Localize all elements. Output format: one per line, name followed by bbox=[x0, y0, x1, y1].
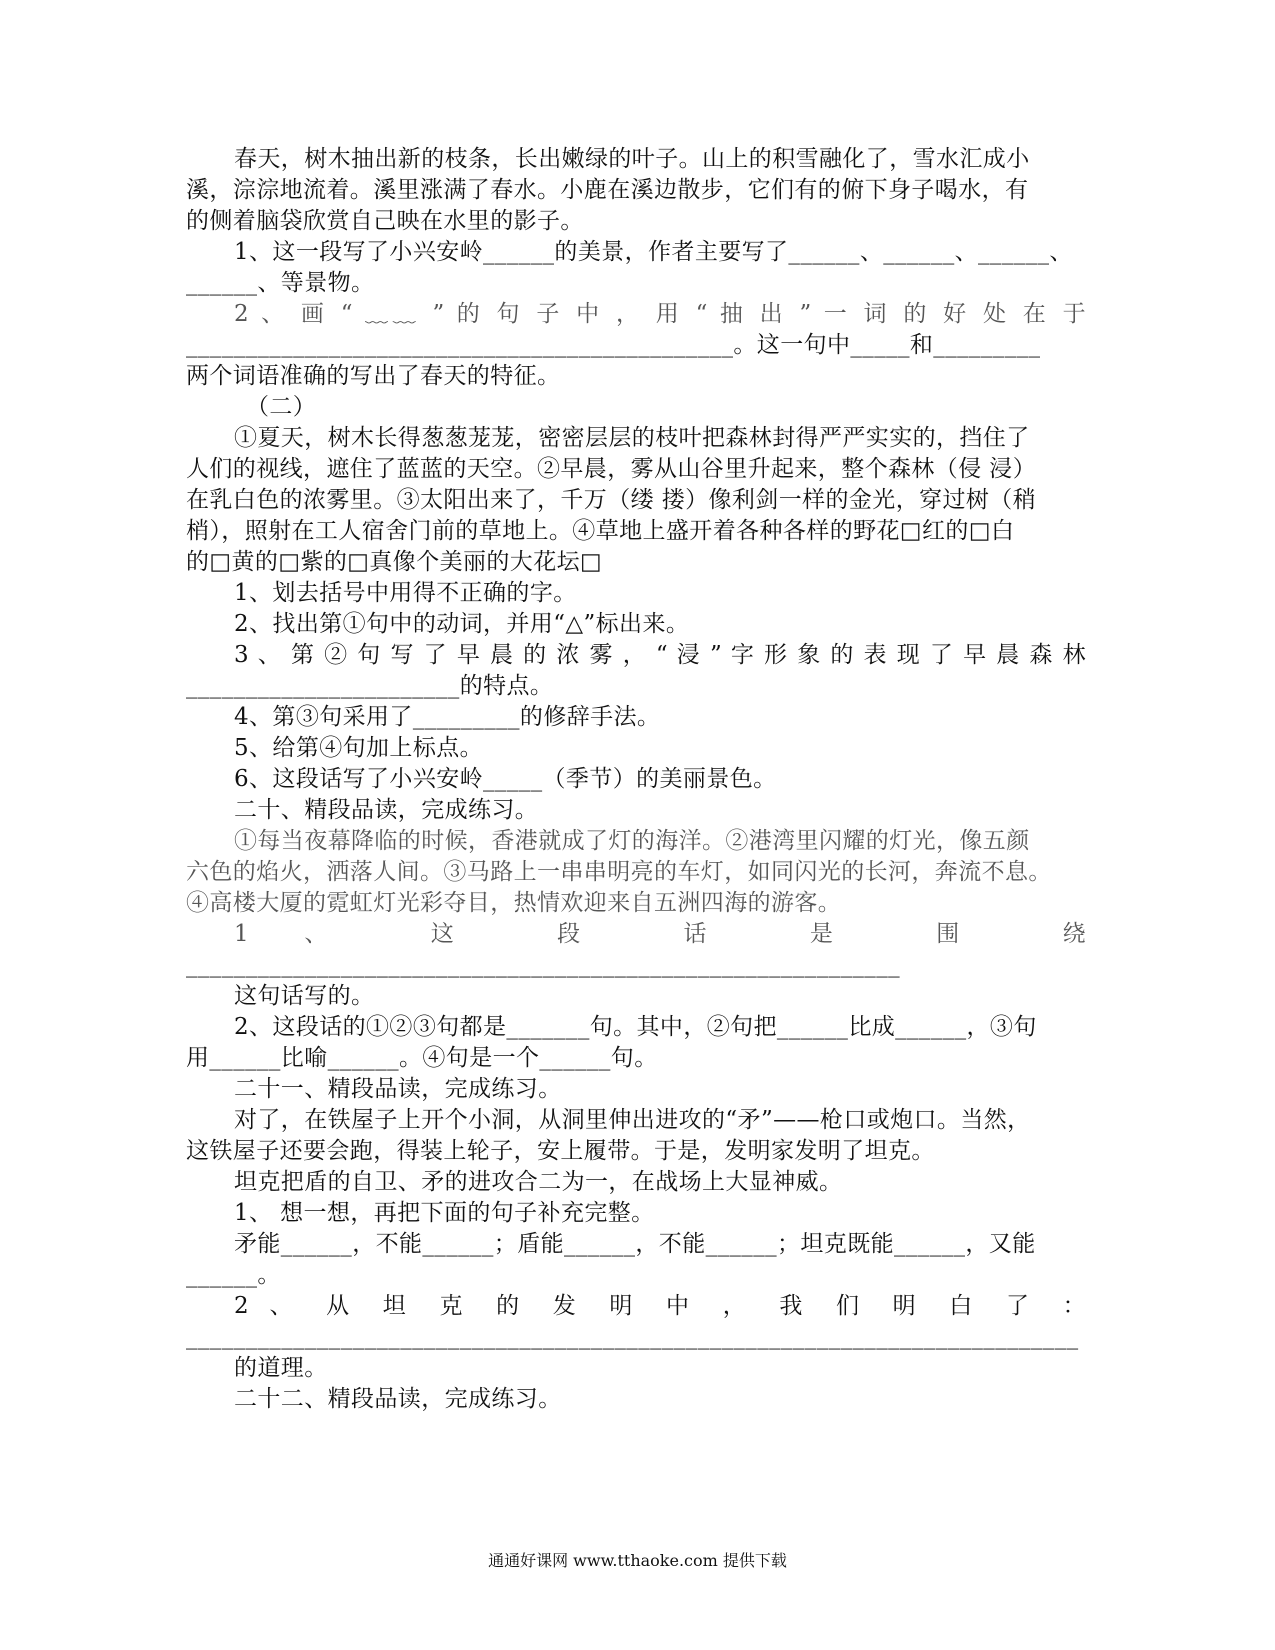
text-line: 对了，在铁屋子上开个小洞，从洞里伸出进攻的“矛”——枪口或炮口。当然， bbox=[234, 1107, 1031, 1133]
text-line: 六色的焰火，洒落人间。③马路上一串串明亮的车灯，如同闪光的长河，奔流不息。 bbox=[186, 859, 1052, 885]
question-line: 6、这段话写了小兴安岭_____（季节）的美丽景色。 bbox=[234, 766, 777, 792]
question-line: 1 、 这 段 话 是 围 绕 bbox=[234, 921, 1086, 947]
text-line: 这铁屋子还要会跑，得装上轮子，安上履带。于是，发明家发明了坦克。 bbox=[186, 1138, 935, 1164]
question-line: 矛能______，不能______；盾能______，不能______；坦克既能______，又能 bbox=[234, 1231, 1036, 1257]
question-line: 2 、 从 坦 克 的 发 明 中 ， 我 们 明 白 了 ： bbox=[234, 1293, 1086, 1319]
text-line: ______。 bbox=[186, 1262, 281, 1288]
question-line: 1、划去括号中用得不正确的字。 bbox=[234, 580, 577, 606]
text-line: 春天，树木抽出新的枝条，长出嫩绿的叶子。山上的积雪融化了，雪水汇成小 bbox=[234, 146, 1030, 172]
section-heading: 二十、精段品读，完成练习。 bbox=[234, 797, 539, 823]
question-line: 2、这段话的①②③句都是_______句。其中，②句把______比成______，③句 bbox=[234, 1014, 1037, 1040]
question-line: 1、 想一想，再把下面的句子补充完整。 bbox=[234, 1200, 655, 1226]
text-line: 1、这一段写了小兴安岭______的美景，作者主要写了______、______、______、 bbox=[234, 239, 1073, 265]
text-line: 用______比喻______。④句是一个______句。 bbox=[186, 1045, 658, 1071]
text-line: 人们的视线，遮住了蓝蓝的天空。②早晨，雾从山谷里升起来，整个森林（侵 浸） bbox=[186, 456, 1037, 482]
text-line: ①夏天，树木长得葱葱茏茏，密密层层的枝叶把森林封得严严实实的，挡住了 bbox=[234, 425, 1030, 451]
section-heading: 二十二、精段品读，完成练习。 bbox=[234, 1386, 562, 1412]
answer-blank-line: ___________________________________________________________________________ bbox=[186, 1324, 1079, 1350]
text-line: 的□黄的□紫的□真像个美丽的大花坛□ bbox=[186, 549, 603, 575]
page-footer: 通通好课网 www.tthaoke.com 提供下载 bbox=[488, 1551, 787, 1570]
text-line: 这句话写的。 bbox=[234, 983, 375, 1009]
answer-blank-line: ____________________________________________________________ bbox=[186, 952, 900, 978]
text-line: 在乳白色的浓雾里。③太阳出来了，千万（缕 搂）像利剑一样的金光，穿过树（稍 bbox=[186, 487, 1037, 513]
text-line: 坦克把盾的自卫、矛的进攻合二为一，在战场上大显神威。 bbox=[234, 1169, 843, 1195]
section-heading: （二） bbox=[246, 394, 317, 420]
section-heading: 二十一、精段品读，完成练习。 bbox=[234, 1076, 562, 1102]
question-line: 2、找出第①句中的动词，并用“△”标出来。 bbox=[234, 611, 690, 637]
text-line: 梢），照射在工人宿舍门前的草地上。④草地上盛开着各种各样的野花□红的□白 bbox=[186, 518, 1015, 544]
text-line: ______、等景物。 bbox=[186, 270, 375, 296]
text-line: _______________________的特点。 bbox=[186, 673, 554, 699]
question-line: 3 、 第 ② 句 写 了 早 晨 的 浓 雾 ， “ 浸 ” 字 形 象 的 表 现 了 早 晨 森 林 bbox=[234, 642, 1086, 668]
text-line: 两个词语准确的写出了春天的特征。 bbox=[186, 363, 561, 389]
text-line: ①每当夜幕降临的时候，香港就成了灯的海洋。②港湾里闪耀的灯光，像五颜 bbox=[234, 828, 1030, 854]
text-line: 的侧着脑袋欣赏自己映在水里的影子。 bbox=[186, 208, 584, 234]
text-line: 的道理。 bbox=[234, 1355, 328, 1381]
text-line: ______________________________________________。这一句中_____和_________ bbox=[186, 332, 1041, 358]
text-line: 2 、 画 “ ﹏﹏ ” 的 句 子 中 ， 用 “ 抽 出 ” 一 词 的 好 处 在 于 bbox=[234, 301, 1086, 327]
question-line: 4、第③句采用了_________的修辞手法。 bbox=[234, 704, 661, 730]
text-line: ④高楼大厦的霓虹灯光彩夺目，热情欢迎来自五洲四海的游客。 bbox=[186, 890, 842, 916]
question-line: 5、给第④句加上标点。 bbox=[234, 735, 484, 761]
text-line: 溪，淙淙地流着。溪里涨满了春水。小鹿在溪边散步，它们有的俯下身子喝水，有 bbox=[186, 177, 1029, 203]
